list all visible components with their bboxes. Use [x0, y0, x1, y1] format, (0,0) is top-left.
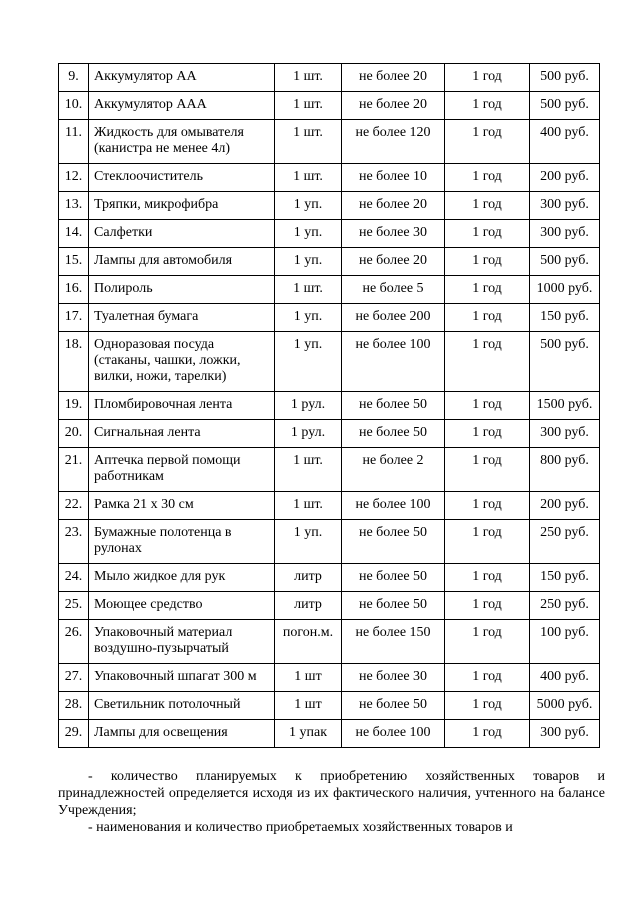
- unit-price-cell: 5000 руб.: [530, 692, 600, 720]
- table-row: [59, 520, 600, 564]
- unit-price-cell: 250 руб.: [530, 520, 600, 564]
- item-name-cell: Мыло жидкое для рук: [89, 564, 275, 592]
- row-number-cell: 25.: [59, 592, 89, 620]
- table-row: [59, 664, 600, 692]
- unit-of-measure-cell: 1 рул.: [275, 392, 342, 420]
- usage-period-cell: 1 год: [445, 392, 530, 420]
- quantity-limit-cell: не более 20: [342, 192, 445, 220]
- table-row: [59, 720, 600, 748]
- unit-price-cell: 1500 руб.: [530, 392, 600, 420]
- quantity-limit-cell: не более 200: [342, 304, 445, 332]
- item-name-cell: Аккумулятор АА: [89, 64, 275, 92]
- usage-period-cell: 1 год: [445, 692, 530, 720]
- row-number-cell: 28.: [59, 692, 89, 720]
- quantity-limit-cell: не более 100: [342, 332, 445, 392]
- unit-price-cell: 300 руб.: [530, 720, 600, 748]
- unit-of-measure-cell: литр: [275, 564, 342, 592]
- unit-price-cell: 500 руб.: [530, 64, 600, 92]
- item-name-cell: Аккумулятор ААА: [89, 92, 275, 120]
- usage-period-cell: 1 год: [445, 664, 530, 692]
- quantity-limit-cell: не более 2: [342, 448, 445, 492]
- unit-price-cell: 1000 руб.: [530, 276, 600, 304]
- quantity-limit-cell: не более 5: [342, 276, 445, 304]
- row-number-cell: 13.: [59, 192, 89, 220]
- quantity-limit-cell: не более 50: [342, 592, 445, 620]
- unit-of-measure-cell: 1 шт.: [275, 64, 342, 92]
- unit-price-cell: 300 руб.: [530, 420, 600, 448]
- item-name-cell: Тряпки, микрофибра: [89, 192, 275, 220]
- unit-of-measure-cell: 1 уп.: [275, 304, 342, 332]
- item-name-cell: Туалетная бумага: [89, 304, 275, 332]
- unit-of-measure-cell: 1 уп.: [275, 332, 342, 392]
- usage-period-cell: 1 год: [445, 564, 530, 592]
- unit-of-measure-cell: 1 упак: [275, 720, 342, 748]
- row-number-cell: 14.: [59, 220, 89, 248]
- quantity-limit-cell: не более 100: [342, 720, 445, 748]
- table-row: [59, 120, 600, 164]
- usage-period-cell: 1 год: [445, 720, 530, 748]
- table-row: [59, 420, 600, 448]
- table-row: [59, 592, 600, 620]
- quantity-limit-cell: не более 50: [342, 392, 445, 420]
- row-number-cell: 11.: [59, 120, 89, 164]
- quantity-limit-cell: не более 20: [342, 92, 445, 120]
- quantity-limit-cell: не более 150: [342, 620, 445, 664]
- unit-of-measure-cell: 1 шт.: [275, 448, 342, 492]
- unit-price-cell: 400 руб.: [530, 664, 600, 692]
- row-number-cell: 9.: [59, 64, 89, 92]
- unit-of-measure-cell: 1 шт: [275, 664, 342, 692]
- unit-price-cell: 500 руб.: [530, 332, 600, 392]
- item-name-cell: Пломбировочная лента: [89, 392, 275, 420]
- quantity-limit-cell: не более 20: [342, 248, 445, 276]
- unit-price-cell: 250 руб.: [530, 592, 600, 620]
- quantity-limit-cell: не более 30: [342, 220, 445, 248]
- usage-period-cell: 1 год: [445, 520, 530, 564]
- usage-period-cell: 1 год: [445, 492, 530, 520]
- item-name-cell: Жидкость для омывателя (канистра не менее 4л): [89, 120, 275, 164]
- unit-price-cell: 500 руб.: [530, 248, 600, 276]
- item-name-cell: Светильник потолочный: [89, 692, 275, 720]
- note-paragraph-1: - количество планируемых к приобретению хозяйственных товаров и принадлежностей определяется исходя из их фактического наличия, учтенного на балансе Учреждения;: [58, 769, 605, 818]
- table-row: [59, 392, 600, 420]
- table-row: [59, 304, 600, 332]
- unit-price-cell: 300 руб.: [530, 192, 600, 220]
- unit-of-measure-cell: 1 уп.: [275, 220, 342, 248]
- unit-price-cell: 300 руб.: [530, 220, 600, 248]
- usage-period-cell: 1 год: [445, 64, 530, 92]
- unit-of-measure-cell: 1 шт.: [275, 492, 342, 520]
- quantity-limit-cell: не более 50: [342, 564, 445, 592]
- usage-period-cell: 1 год: [445, 220, 530, 248]
- item-name-cell: Упаковочный материал воздушно-пузырчатый: [89, 620, 275, 664]
- row-number-cell: 19.: [59, 392, 89, 420]
- unit-of-measure-cell: 1 шт.: [275, 164, 342, 192]
- item-name-cell: Полироль: [89, 276, 275, 304]
- item-name-cell: Лампы для освещения: [89, 720, 275, 748]
- row-number-cell: 24.: [59, 564, 89, 592]
- quantity-limit-cell: не более 50: [342, 520, 445, 564]
- table-row: [59, 332, 600, 392]
- unit-of-measure-cell: 1 рул.: [275, 420, 342, 448]
- row-number-cell: 27.: [59, 664, 89, 692]
- quantity-limit-cell: не более 120: [342, 120, 445, 164]
- quantity-limit-cell: не более 50: [342, 420, 445, 448]
- supplies-table-body: [59, 64, 600, 748]
- unit-of-measure-cell: 1 шт.: [275, 276, 342, 304]
- unit-of-measure-cell: 1 уп.: [275, 192, 342, 220]
- row-number-cell: 29.: [59, 720, 89, 748]
- item-name-cell: Салфетки: [89, 220, 275, 248]
- unit-of-measure-cell: 1 шт: [275, 692, 342, 720]
- unit-price-cell: 100 руб.: [530, 620, 600, 664]
- table-row: [59, 192, 600, 220]
- unit-price-cell: 200 руб.: [530, 492, 600, 520]
- usage-period-cell: 1 год: [445, 248, 530, 276]
- quantity-limit-cell: не более 30: [342, 664, 445, 692]
- row-number-cell: 22.: [59, 492, 89, 520]
- usage-period-cell: 1 год: [445, 420, 530, 448]
- item-name-cell: Стеклоочиститель: [89, 164, 275, 192]
- item-name-cell: Аптечка первой помощи работникам: [89, 448, 275, 492]
- usage-period-cell: 1 год: [445, 304, 530, 332]
- row-number-cell: 10.: [59, 92, 89, 120]
- usage-period-cell: 1 год: [445, 620, 530, 664]
- unit-price-cell: 200 руб.: [530, 164, 600, 192]
- table-row: [59, 64, 600, 92]
- quantity-limit-cell: не более 100: [342, 492, 445, 520]
- usage-period-cell: 1 год: [445, 276, 530, 304]
- table-row: [59, 92, 600, 120]
- quantity-limit-cell: не более 10: [342, 164, 445, 192]
- quantity-limit-cell: не более 50: [342, 692, 445, 720]
- unit-of-measure-cell: 1 уп.: [275, 520, 342, 564]
- unit-price-cell: 150 руб.: [530, 304, 600, 332]
- item-name-cell: Лампы для автомобиля: [89, 248, 275, 276]
- usage-period-cell: 1 год: [445, 92, 530, 120]
- usage-period-cell: 1 год: [445, 164, 530, 192]
- row-number-cell: 16.: [59, 276, 89, 304]
- item-name-cell: Одноразовая посуда (стаканы, чашки, ложки, вилки, ножи, тарелки): [89, 332, 275, 392]
- quantity-limit-cell: не более 20: [342, 64, 445, 92]
- table-row: [59, 164, 600, 192]
- table-row: [59, 276, 600, 304]
- row-number-cell: 15.: [59, 248, 89, 276]
- table-row: [59, 620, 600, 664]
- item-name-cell: Моющее средство: [89, 592, 275, 620]
- row-number-cell: 12.: [59, 164, 89, 192]
- usage-period-cell: 1 год: [445, 592, 530, 620]
- table-row: [59, 220, 600, 248]
- row-number-cell: 26.: [59, 620, 89, 664]
- item-name-cell: Сигнальная лента: [89, 420, 275, 448]
- usage-period-cell: 1 год: [445, 448, 530, 492]
- unit-price-cell: 150 руб.: [530, 564, 600, 592]
- row-number-cell: 23.: [59, 520, 89, 564]
- usage-period-cell: 1 год: [445, 332, 530, 392]
- unit-of-measure-cell: 1 уп.: [275, 248, 342, 276]
- unit-of-measure-cell: погон.м.: [275, 620, 342, 664]
- table-row: [59, 448, 600, 492]
- unit-price-cell: 500 руб.: [530, 92, 600, 120]
- table-row: [59, 492, 600, 520]
- unit-of-measure-cell: литр: [275, 592, 342, 620]
- supplies-table: [58, 63, 600, 748]
- table-row: [59, 248, 600, 276]
- table-row: [59, 564, 600, 592]
- notes-section: [58, 768, 605, 836]
- unit-of-measure-cell: 1 шт.: [275, 120, 342, 164]
- row-number-cell: 21.: [59, 448, 89, 492]
- usage-period-cell: 1 год: [445, 120, 530, 164]
- item-name-cell: Бумажные полотенца в рулонах: [89, 520, 275, 564]
- row-number-cell: 17.: [59, 304, 89, 332]
- unit-price-cell: 800 руб.: [530, 448, 600, 492]
- unit-price-cell: 400 руб.: [530, 120, 600, 164]
- row-number-cell: 18.: [59, 332, 89, 392]
- note-paragraph-2: - наименования и количество приобретаемых хозяйственных товаров и: [88, 820, 513, 835]
- table-row: [59, 692, 600, 720]
- item-name-cell: Рамка 21 х 30 см: [89, 492, 275, 520]
- usage-period-cell: 1 год: [445, 192, 530, 220]
- unit-of-measure-cell: 1 шт.: [275, 92, 342, 120]
- row-number-cell: 20.: [59, 420, 89, 448]
- item-name-cell: Упаковочный шпагат 300 м: [89, 664, 275, 692]
